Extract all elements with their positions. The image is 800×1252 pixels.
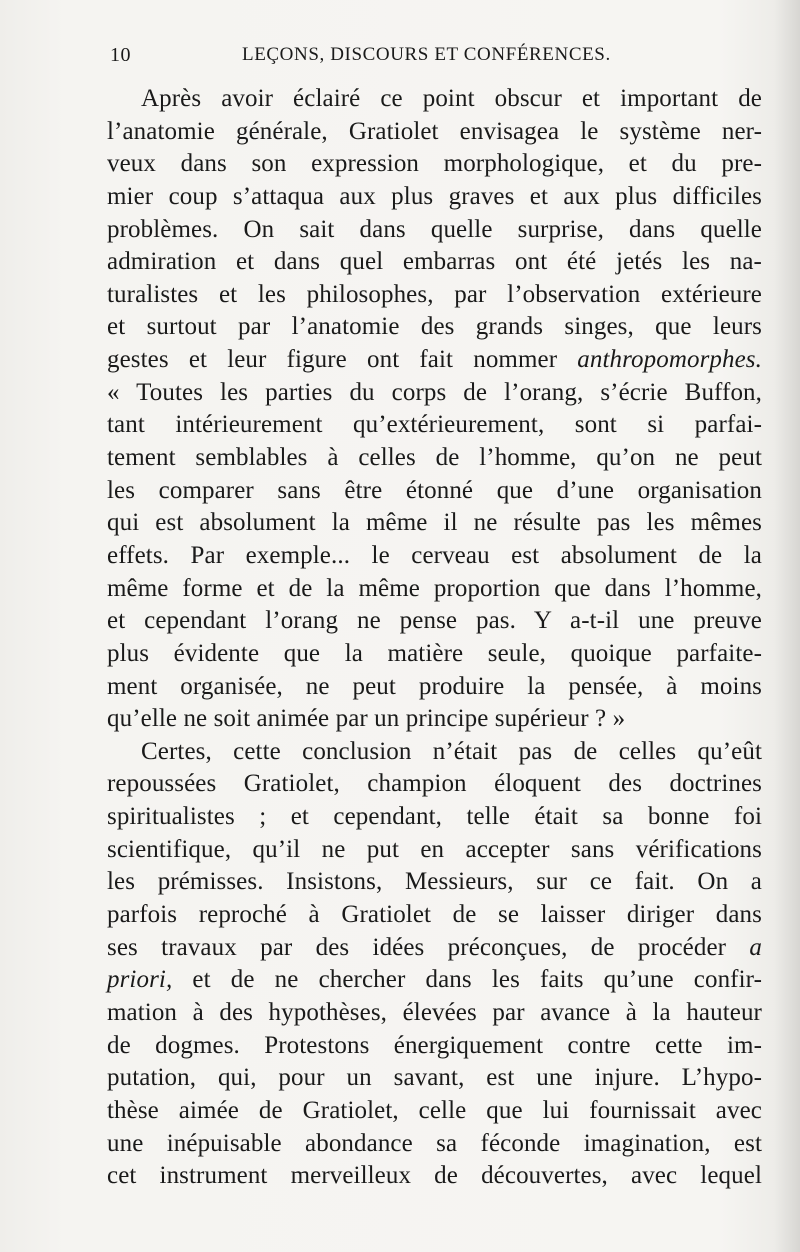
line-text: une inépuisable abondance sa féconde imagination, est — [107, 1129, 762, 1157]
text-line — [107, 377, 762, 410]
body-text — [107, 83, 762, 1193]
line-text: plus évidente que la matière seule, quoique parfaite- — [107, 639, 762, 667]
line-text: et cependant l’orang ne pense pas. Y a-t-il une preuve — [107, 607, 762, 635]
line-text: même forme et de la même proportion que dans l’homme, — [107, 574, 762, 602]
line-text: veux dans son expression morphologique, et du pre- — [107, 150, 762, 178]
text-line — [107, 899, 762, 932]
text-line — [107, 573, 762, 606]
text-line — [107, 768, 762, 801]
text-line — [107, 344, 762, 377]
text-line — [107, 834, 762, 867]
text-line — [107, 409, 762, 442]
line-text: de dogmes. Protestons énergiquement contre cette im- — [107, 1031, 762, 1059]
line-text: les comparer sans être étonné que d’une organisation — [107, 476, 762, 504]
text-line — [107, 148, 762, 181]
text-line — [107, 932, 762, 965]
text-line — [107, 1160, 762, 1193]
text-line — [107, 866, 762, 899]
text-line — [107, 279, 762, 312]
text-line — [107, 736, 762, 769]
text-line — [107, 1128, 762, 1161]
line-text: admiration et dans quel embarras ont été jetés les na- — [107, 248, 762, 276]
line-text: qui est absolument la même il ne résulte pas les mêmes — [107, 509, 762, 537]
text-line — [107, 442, 762, 475]
text-line — [107, 638, 762, 671]
line-text: Certes, cette conclusion n’était pas de celles qu’eût — [141, 737, 762, 765]
line-text: qu’elle ne soit animée par un principe supérieur ? » — [107, 705, 626, 733]
text-line — [107, 507, 762, 540]
line-text: tement semblables à celles de l’homme, qu’on ne peut — [107, 444, 762, 472]
line-text: l’anatomie générale, Gratiolet envisagea le système ner- — [107, 117, 762, 145]
text-line — [107, 703, 762, 736]
italic-text: priori, — [107, 966, 173, 994]
line-text: repoussées Gratiolet, champion éloquent des doctrines — [107, 770, 762, 798]
text-line — [107, 116, 762, 149]
text-line — [107, 671, 762, 704]
text-line — [107, 1095, 762, 1128]
line-text: et de ne chercher dans les faits qu’une confir- — [192, 966, 762, 994]
line-text: ment organisée, ne peut produire la pensée, à moins — [107, 672, 762, 700]
line-text: « Toutes les parties du corps de l’orang, s’écrie Buffon, — [107, 378, 762, 406]
line-text: turalistes et les philosophes, par l’observation extérieure — [107, 280, 762, 308]
text-line — [107, 1030, 762, 1063]
text-line — [107, 246, 762, 279]
line-text: problèmes. On sait dans quelle surprise, dans quelle — [107, 215, 762, 243]
text-line — [107, 83, 762, 116]
text-line — [107, 801, 762, 834]
line-text: putation, qui, pour un savant, est une injure. L’hypo- — [107, 1064, 762, 1092]
page-edge-shadow — [774, 0, 800, 1252]
line-text: mation à des hypothèses, élevées par avance à la hauteur — [107, 998, 762, 1026]
line-text: ses travaux par des idées préconçues, de procéder — [107, 933, 727, 961]
line-text: scientifique, qu’il ne put en accepter sans vérifications — [107, 835, 762, 863]
line-text: mier coup s’attaqua aux plus graves et aux plus difficiles — [107, 182, 762, 210]
text-line — [107, 475, 762, 508]
line-text: thèse aimée de Gratiolet, celle que lui fournissait avec — [107, 1096, 762, 1124]
line-text: spiritualistes ; et cependant, telle était sa bonne foi — [107, 803, 762, 831]
text-line — [107, 964, 762, 997]
line-text: Après avoir éclairé ce point obscur et important de — [141, 85, 762, 112]
running-title: LEÇONS, DISCOURS ET CONFÉRENCES. — [242, 44, 611, 65]
line-text: cet instrument merveilleux de découvertes, avec lequel — [107, 1162, 762, 1190]
line-text: gestes et leur figure ont fait nommer — [107, 346, 558, 374]
text-line — [107, 214, 762, 247]
line-text: parfois reproché à Gratiolet de se laisser diriger dans — [107, 901, 762, 929]
text-line — [107, 997, 762, 1030]
page-header — [110, 44, 760, 74]
italic-text: a — [749, 933, 762, 961]
text-line — [107, 181, 762, 214]
text-line — [107, 1062, 762, 1095]
text-line — [107, 540, 762, 573]
line-text: tant intérieurement qu’extérieurement, sont si parfai- — [107, 411, 762, 439]
line-text: les prémisses. Insistons, Messieurs, sur ce fait. On a — [107, 868, 762, 896]
italic-text: anthropomorphes. — [577, 346, 762, 374]
page-number: 10 — [110, 44, 131, 66]
line-text: et surtout par l’anatomie des grands singes, que leurs — [107, 313, 762, 341]
text-line — [107, 311, 762, 344]
text-line — [107, 605, 762, 638]
line-text: effets. Par exemple... le cerveau est absolument de la — [107, 541, 762, 569]
